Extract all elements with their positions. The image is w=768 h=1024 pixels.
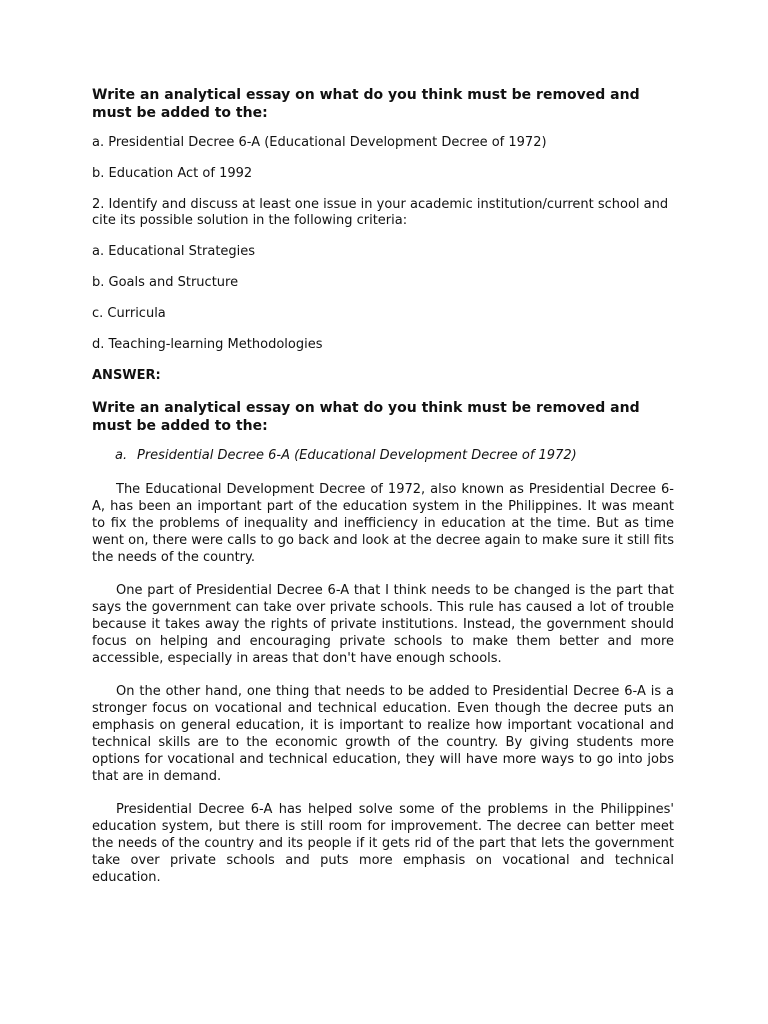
document-page xyxy=(92,86,674,902)
essay-paragraph: The Educational Development Decree of 1972, also known as Presidential Decree 6-A, has been an important part of the education system in the Philippines. It was meant to fix the problems of inequality and inefficiency in education at the time. But as time went on, there were calls to go back and look at the decree again to make sure it still fits the needs of the country. xyxy=(92,482,674,565)
essay-paragraph: Presidential Decree 6-A has helped solve some of the problems in the Philippines' education system, but there is still room for improvement. The decree can better meet the needs of the country and its people if it gets rid of the part that lets the government take over private schools and puts more emphasis on vocational and technical education. xyxy=(92,802,674,885)
criteria-item: a. Educational Strategies xyxy=(92,244,256,259)
answer-label: ANSWER: xyxy=(92,368,161,383)
criteria-item: b. Goals and Structure xyxy=(92,275,239,290)
essay-paragraph: On the other hand, one thing that needs to be added to Presidential Decree 6-A is a stronger focus on vocational and technical education. Even though the decree puts an emphasis on general education, it is important to realize how important vocational and technical skills are to the economic growth of the country. By giving students more options for vocational and technical education, they will have more ways to go into jobs that are in demand. xyxy=(92,684,674,784)
question-item-a: a. Presidential Decree 6-A (Educational Development Decree of 1972) xyxy=(92,135,547,150)
question-heading: Write an analytical essay on what do you think must be removed and must be added to the: xyxy=(92,87,640,121)
question-item-b: b. Education Act of 1992 xyxy=(92,166,253,181)
subheading-text: Presidential Decree 6-A (Educational Development Decree of 1972) xyxy=(137,448,577,463)
answer-subheading xyxy=(115,448,674,464)
question-2: 2. Identify and discuss at least one issue in your academic institution/current school and cite its possible solution in the following criteria: xyxy=(92,197,669,228)
essay-paragraph: One part of Presidential Decree 6-A that I think needs to be changed is the part that says the government can take over private schools. This rule has caused a lot of trouble because it takes away the rights of private institutions. Instead, the government should focus on helping and encouraging private schools to make them better and more accessible, especially in areas that don't have enough schools. xyxy=(92,583,674,666)
subheading-marker: a. xyxy=(115,448,128,463)
criteria-item: d. Teaching-learning Methodologies xyxy=(92,337,323,352)
answer-heading: Write an analytical essay on what do you think must be removed and must be added to the: xyxy=(92,400,640,434)
criteria-item: c. Curricula xyxy=(92,306,166,321)
